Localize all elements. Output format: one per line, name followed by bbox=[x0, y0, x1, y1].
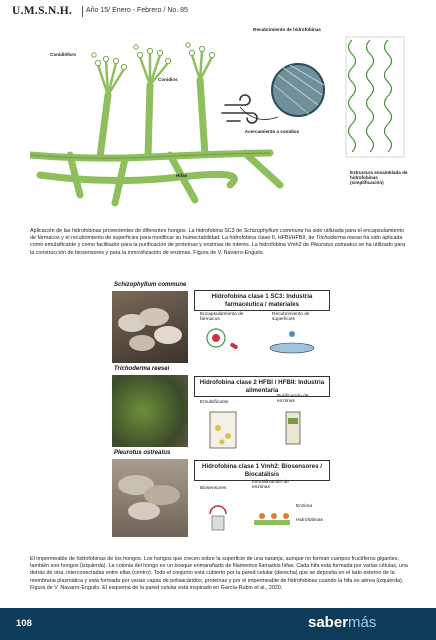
panel3-item3: Enzima bbox=[296, 504, 312, 509]
issue-info: Año 15/ Enero - Febrero / No. 85 bbox=[86, 7, 188, 14]
signal-icon bbox=[210, 506, 226, 514]
hydrophobin-structure bbox=[349, 40, 392, 152]
pill-icon bbox=[230, 342, 239, 349]
page-number: 108 bbox=[16, 618, 32, 629]
caption-figure1: Aplicación de las hidrofobinas provenientes de diferentes hongos. La hidrofobina SC3 de Schizophyllum commune ha sido utilizada para el encapsulamiento de fármacos y el recubrimiento de superficies para modificar su humectabilidad. La hidrofobina clase II, HFBI/HFBII, de Trichoderma reesei ha sido aplicada como emulsificante y como facilitador para la purificación de proteínas y enzimas de interés. La hidrofobina Vmh2 de Pleurotus ostreatus se ha utilizado para la construcción de biosensores y para la inmovilización de enzimas. Figura de V. Navarro-Enguilo. bbox=[30, 228, 406, 256]
panel2-item2: Purificación de enzimas bbox=[277, 394, 309, 404]
mushroom-cluster-image bbox=[112, 291, 188, 363]
figure-hyphae bbox=[30, 27, 410, 215]
panel3-title: Hidrofobina clase 1 Vmh2: Biosensores / Biocatálisis bbox=[194, 460, 330, 481]
brand-saber: saber bbox=[308, 614, 349, 631]
label-recubrimiento: Recubrimiento de hidrofobinas bbox=[253, 27, 321, 32]
panel1-item2: Recubrimiento de superficies bbox=[272, 312, 310, 322]
oyster-mushroom-image bbox=[112, 459, 188, 537]
journal-title: U.M.S.N.H. bbox=[12, 5, 73, 17]
panel2-icons bbox=[202, 408, 332, 452]
wind-icon bbox=[222, 95, 257, 123]
panel3-item4: Hidrofobinas bbox=[296, 518, 323, 523]
photo-trichoderma bbox=[112, 375, 188, 447]
label-conidios: Conidios bbox=[158, 77, 178, 82]
caption-figure2: El impermeable de hidrofobinas de los hongos. Los hongos que crecen sobre la superficie de una naranja, aunque no forman cuerpos fructíferos gigantes, también son hongos (izquierda). La colonia del hongo es un bosque enmarañado de filamentos llamados hifas. Cada hifa está formada por varias células, una detrás de otra, interconectadas entre ellas (centro). Todo el conjunto está cubierto por la pared celular (derecha) que se deposita en el lado externo de la membrana plasmática y está formada por varias capas de polisacáridos, proteínas y por el impermeable de hidrofobinas cuando la hifa es aérea (izquierda). Figura de V. Navarro-Enguilo. El esquema de la pared celular está inspirado en García-Rubio et al., 2020. bbox=[30, 556, 408, 591]
surface-dish-icon bbox=[270, 343, 314, 353]
brand-mas: más bbox=[348, 614, 377, 631]
column-icon bbox=[286, 412, 300, 444]
biosensor-icon bbox=[212, 516, 224, 530]
immobilized-layer-icon bbox=[254, 520, 290, 525]
panel3-icons bbox=[200, 494, 300, 538]
panel3-item1: Biosensores bbox=[200, 486, 227, 491]
conidium-zoom bbox=[240, 64, 324, 119]
sabermas-logo bbox=[308, 614, 376, 631]
header-separator bbox=[82, 6, 83, 17]
species-schizophyllum: Schizophyllum commune bbox=[114, 282, 187, 288]
panel1-icons bbox=[200, 326, 330, 364]
droplet-icon bbox=[289, 331, 295, 337]
label-estructura: Estructura ensamblada de hidrofobinas (simplificación) bbox=[350, 170, 408, 185]
species-trichoderma: Trichoderma reesei bbox=[114, 366, 170, 372]
label-conidioforo: Conidióforo bbox=[50, 52, 77, 57]
panel1-title: Hidrofobina clase 1 SC3: Industria farmacéutica / materiales bbox=[194, 290, 330, 311]
panel2-item1: Emulsificante bbox=[200, 400, 229, 405]
panel3-item2: Inmovilización de enzimas bbox=[252, 480, 289, 490]
photo-pleurotus bbox=[112, 459, 188, 537]
panel2-title: Hidrofobina clase 2 HFBI / HFBII: Industria alimentaria bbox=[194, 376, 330, 397]
label-hifas: Hifas bbox=[176, 173, 188, 178]
species-pleurotus: Pleurotus ostreatus bbox=[114, 450, 171, 456]
label-acercamiento: Acercamiento a conidios bbox=[244, 129, 300, 134]
figure-applications bbox=[112, 282, 332, 552]
photo-schizophyllum bbox=[112, 291, 188, 363]
panel1-item1: Encapsulamiento de fármacos bbox=[200, 312, 244, 322]
